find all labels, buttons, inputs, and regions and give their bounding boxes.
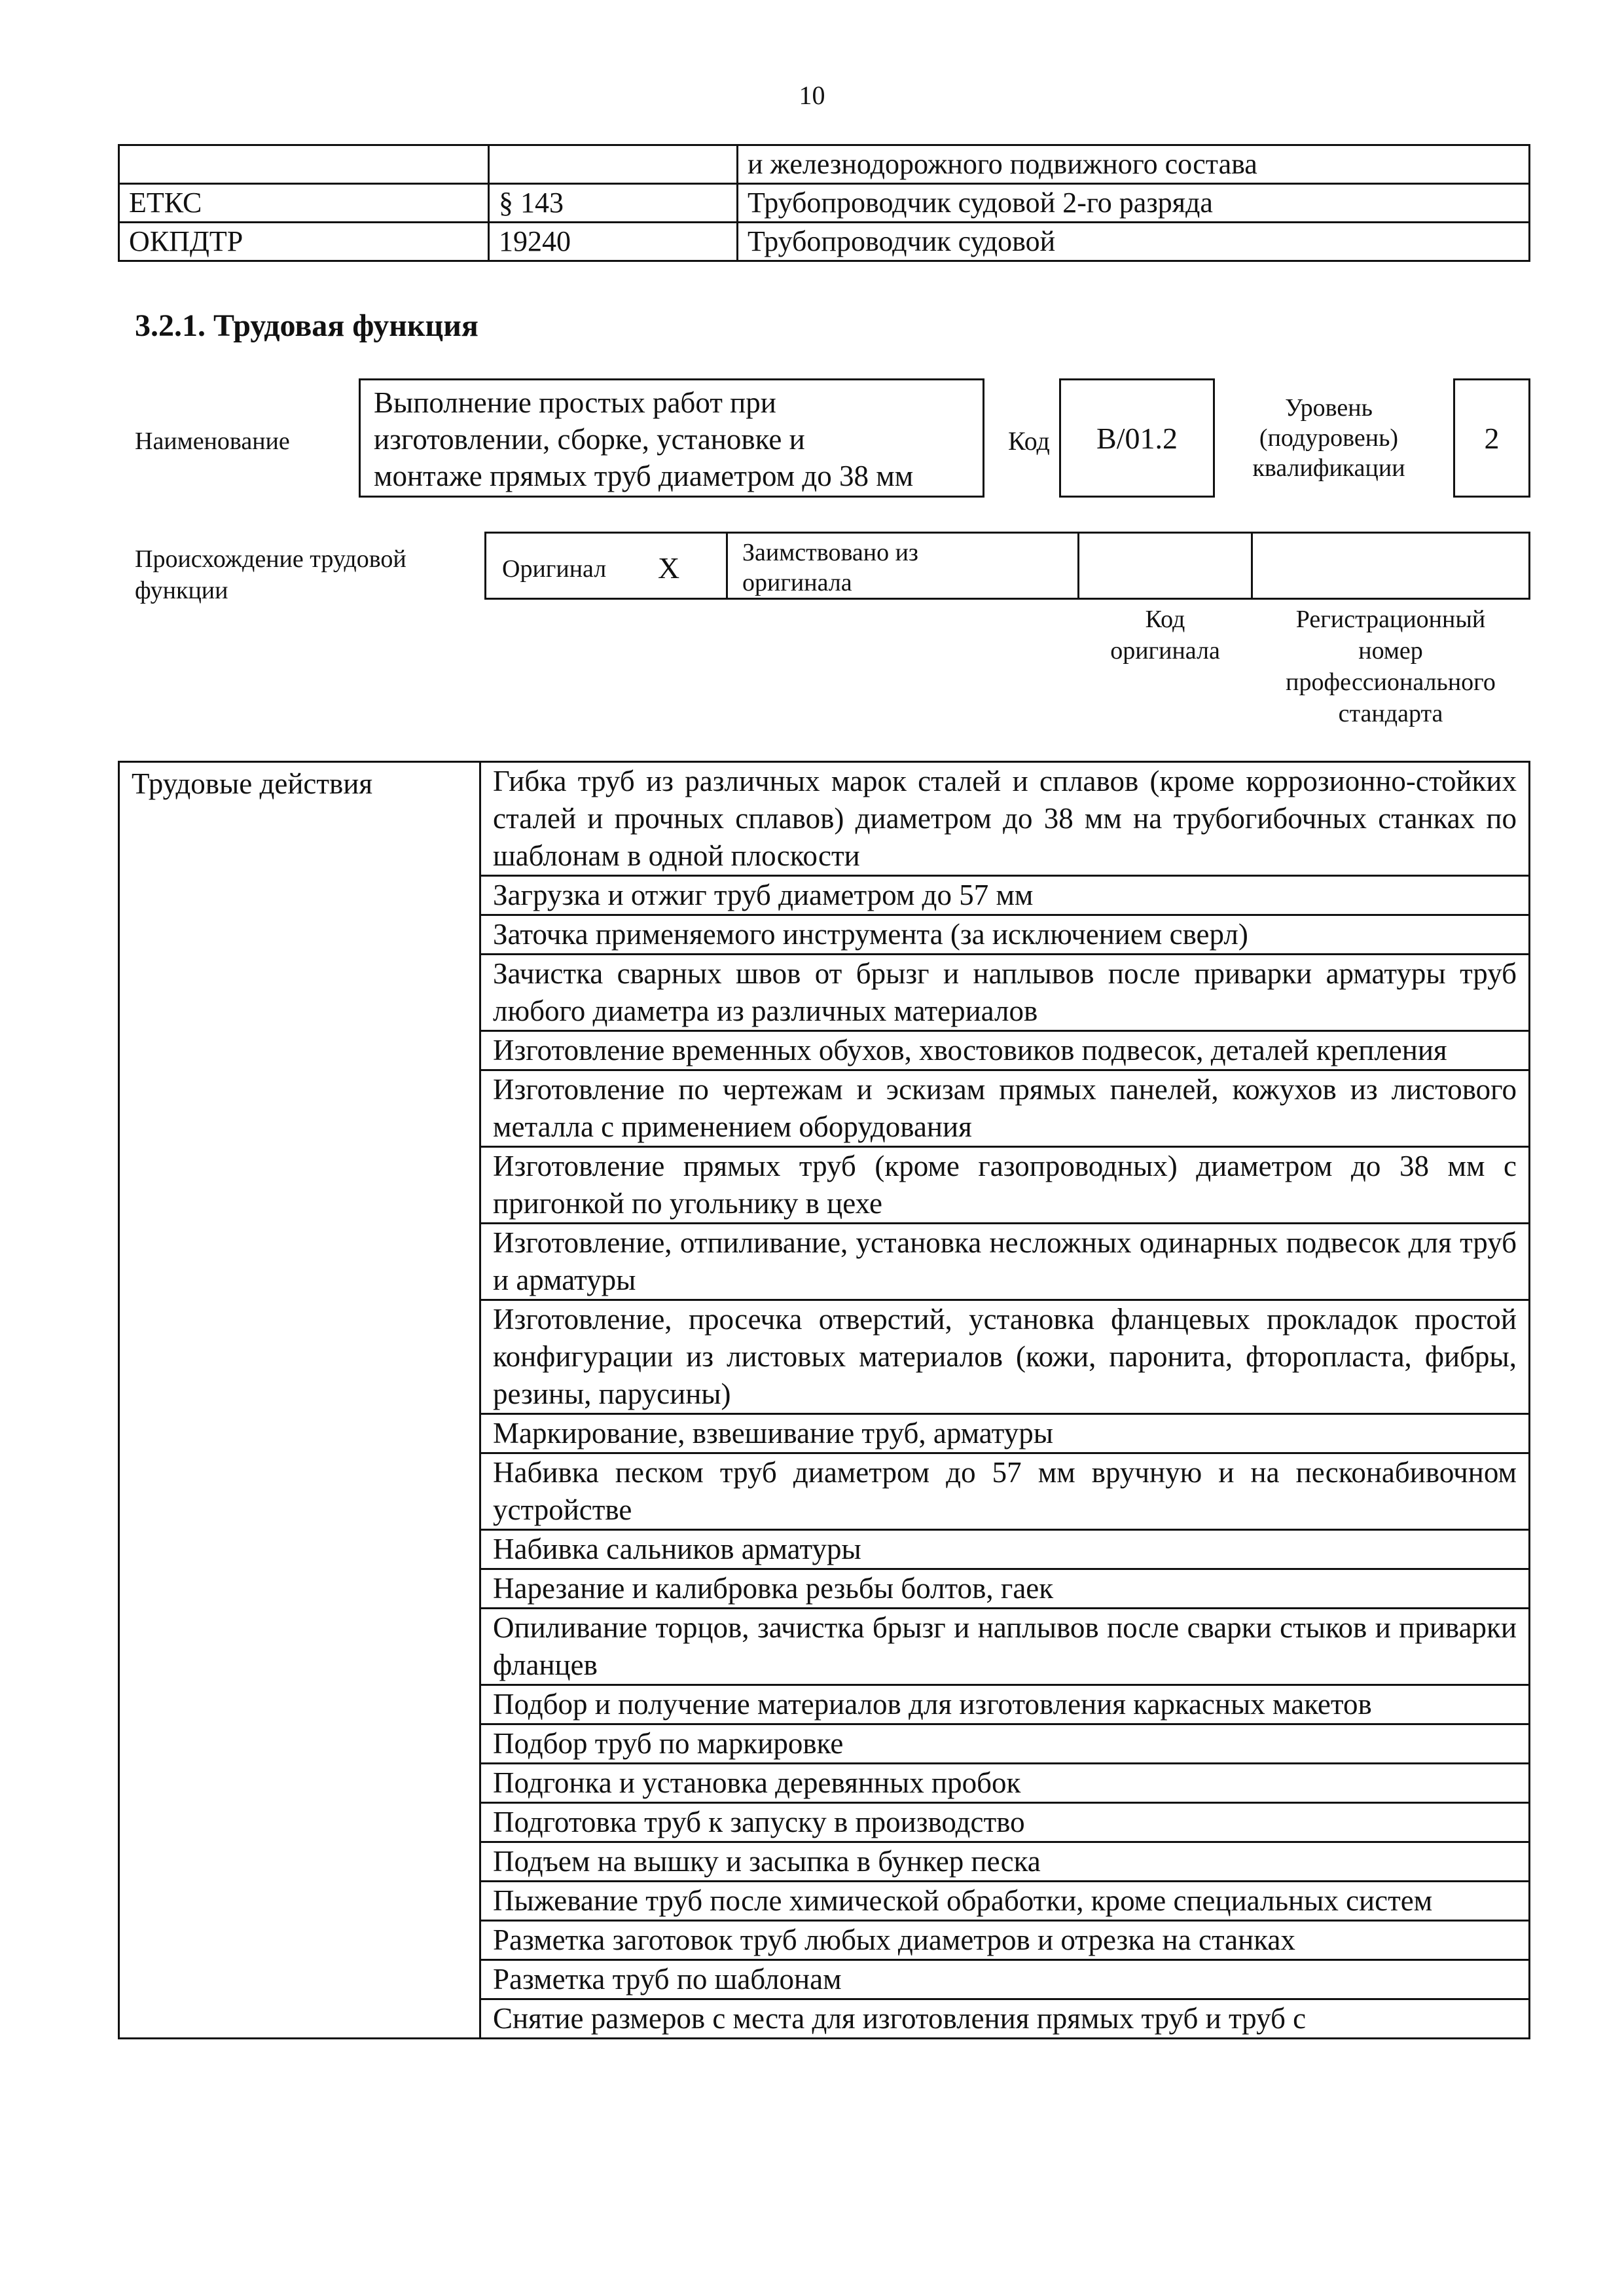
function-code-box	[1059, 378, 1215, 498]
labor-action-item: Набивка сальников арматуры	[480, 1530, 1530, 1569]
origin-borrowed-cell	[726, 532, 1079, 600]
labor-action-item: Опиливание торцов, зачистка брызг и наплывов после сварки стыков и приварки фланцев	[480, 1609, 1530, 1685]
origin-original-cell	[484, 532, 728, 600]
page-number: 10	[799, 81, 825, 110]
labor-action-item: Снятие размеров с места для изготовления прямых труб и труб с	[480, 1999, 1530, 2039]
classification-row	[119, 145, 1530, 184]
labor-action-item: Изготовление, отпиливание, установка несложных одинарных подвесок для труб и арматуры	[480, 1224, 1530, 1300]
labor-action-item: Разметка труб по шаблонам	[480, 1960, 1530, 1999]
labor-action-item: Подбор и получение материалов для изготовления каркасных макетов	[480, 1685, 1530, 1724]
original-label: Оригинал	[502, 555, 607, 583]
qualification-level-value: 2	[1484, 421, 1500, 455]
function-code-value: В/01.2	[1096, 421, 1178, 455]
classification-number	[489, 145, 738, 184]
classification-title: Трубопроводчик судовой 2-го разряда	[738, 184, 1530, 223]
original-code-caption: Код оригинала	[1110, 606, 1220, 665]
original-mark: X	[658, 551, 680, 585]
labor-action-item: Маркирование, взвешивание труб, арматуры	[480, 1414, 1530, 1453]
labor-action-item: Гибка труб из различных марок сталей и сплавов (кроме коррозионно-стойких сталей и прочных сплавов) диаметром до 38 мм на трубогибочных станках по шаблонам в одной плоскости	[480, 762, 1530, 876]
section-heading: 3.2.1. Трудовая функция	[135, 308, 478, 343]
labor-actions-table	[118, 761, 1530, 2039]
classification-code	[119, 145, 489, 184]
origin-label: Происхождение трудовой функции	[135, 545, 406, 604]
original-code-cell	[1077, 532, 1253, 600]
labor-action-item: Подгонка и установка деревянных пробок	[480, 1764, 1530, 1803]
labor-action-item: Нарезание и калибровка резьбы болтов, гаек	[480, 1569, 1530, 1609]
registration-number-caption: Регистрационный номер профессионального стандарта	[1286, 606, 1496, 727]
labor-action-item: Подбор труб по маркировке	[480, 1724, 1530, 1764]
classification-table	[118, 144, 1530, 262]
labor-action-item: Изготовление временных обухов, хвостовиков подвесок, деталей крепления	[480, 1031, 1530, 1070]
level-label: Уровень (подуровень) квалификации	[1252, 394, 1405, 482]
classification-number: 19240	[489, 223, 738, 261]
name-label: Наименование	[135, 428, 290, 455]
labor-action-item: Разметка заготовок труб любых диаметров и отрезка на станках	[480, 1921, 1530, 1960]
function-name-box: Выполнение простых работ при изготовлении, сборке, установке и монтаже прямых труб диаметром до 38 мм	[359, 378, 984, 498]
labor-action-item: Изготовление, просечка отверстий, установка фланцевых прокладок простой конфигурации из листовых материалов (кожи, паронита, фторопласта, фибры, резины, парусины)	[480, 1300, 1530, 1414]
labor-actions-label: Трудовые действия	[119, 762, 480, 2039]
labor-action-item: Зачистка сварных швов от брызг и наплывов после приварки арматуры труб любого диаметра из различных материалов	[480, 955, 1530, 1031]
classification-code: ОКПДТР	[119, 223, 489, 261]
classification-number: § 143	[489, 184, 738, 223]
labor-action-item: Набивка песком труб диаметром до 57 мм вручную и на песконабивочном устройстве	[480, 1453, 1530, 1530]
classification-row	[119, 223, 1530, 261]
registration-number-cell	[1251, 532, 1530, 600]
labor-action-item: Загрузка и отжиг труб диаметром до 57 мм	[480, 876, 1530, 915]
classification-title: Трубопроводчик судовой	[738, 223, 1530, 261]
code-label: Код	[1008, 426, 1050, 456]
classification-row	[119, 184, 1530, 223]
labor-action-item: Пыжевание труб после химической обработки, кроме специальных систем	[480, 1882, 1530, 1921]
classification-code: ЕТКС	[119, 184, 489, 223]
qualification-level-box	[1453, 378, 1530, 498]
labor-action-item: Подъем на вышку и засыпка в бункер песка	[480, 1842, 1530, 1882]
labor-action-item: Изготовление прямых труб (кроме газопроводных) диаметром до 38 мм с пригонкой по угольнику в цехе	[480, 1147, 1530, 1224]
labor-action-row	[119, 762, 1530, 876]
borrowed-label: Заимствовано из оригинала	[742, 539, 918, 596]
labor-action-item: Заточка применяемого инструмента (за исключением сверл)	[480, 915, 1530, 955]
labor-action-item: Подготовка труб к запуску в производство	[480, 1803, 1530, 1842]
classification-title: и железнодорожного подвижного состава	[738, 145, 1530, 184]
labor-action-item: Изготовление по чертежам и эскизам прямых панелей, кожухов из листового металла с применением оборудования	[480, 1070, 1530, 1147]
